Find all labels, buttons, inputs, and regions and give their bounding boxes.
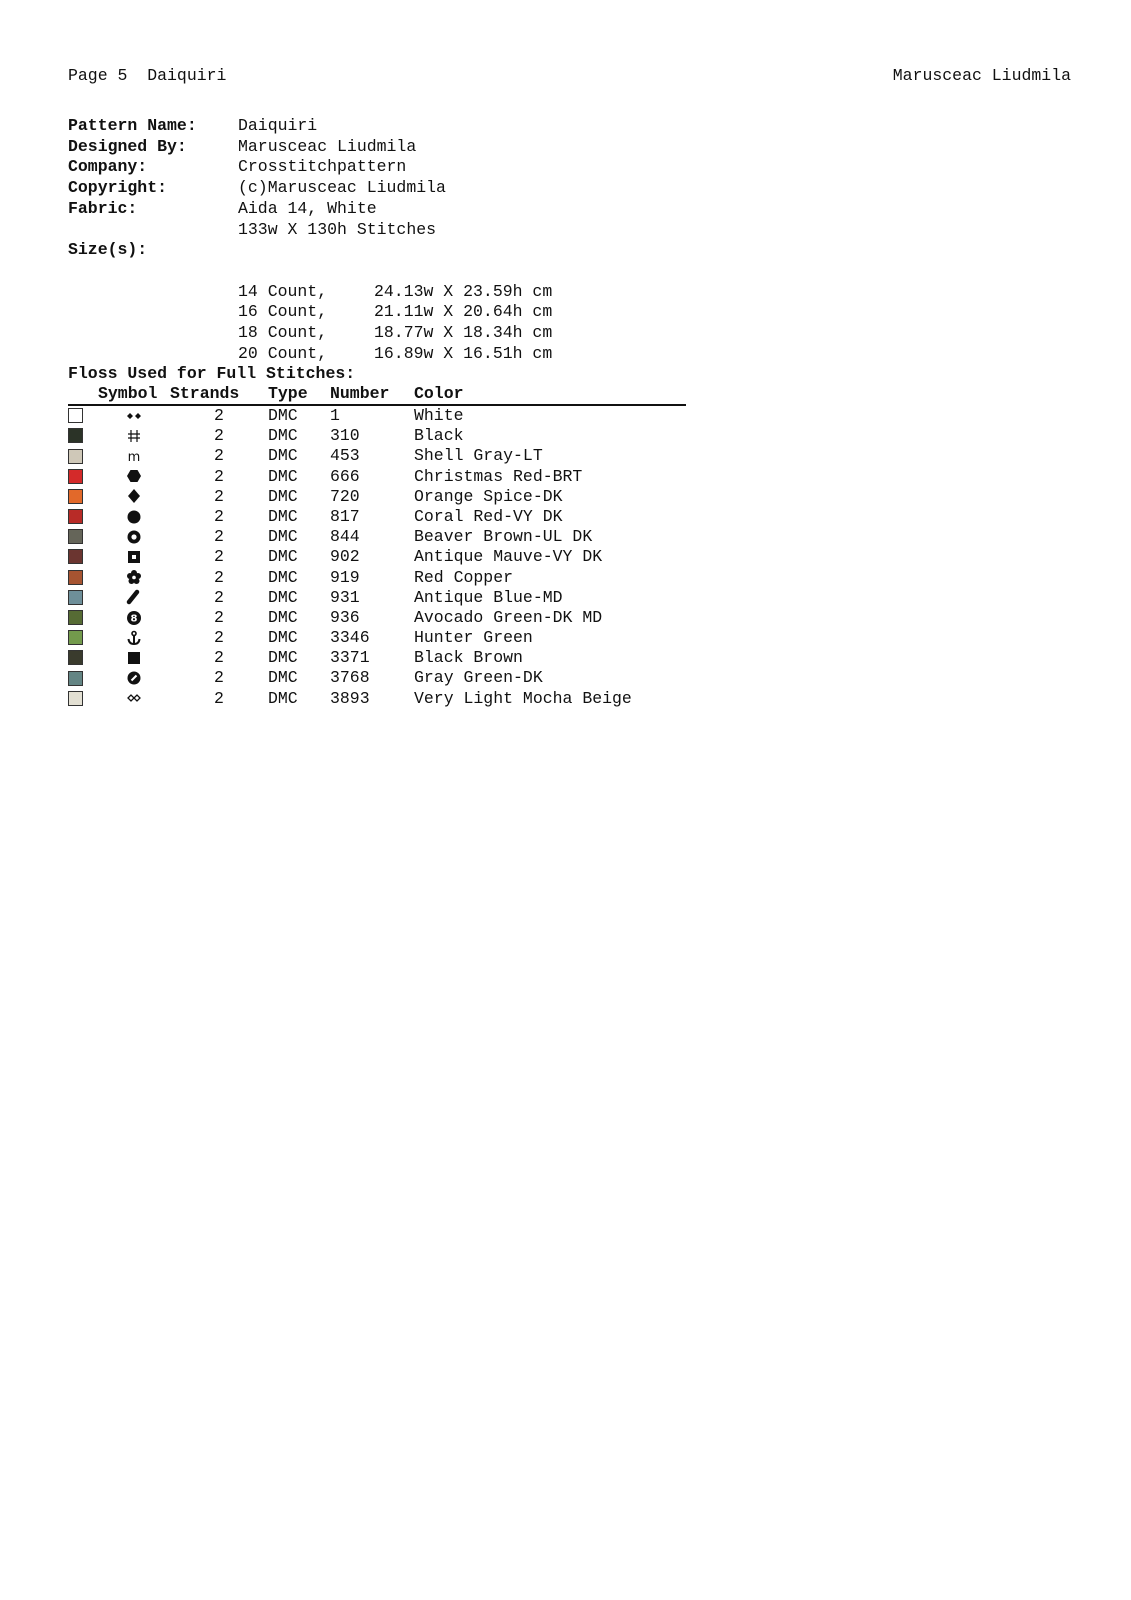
- color-name: Gray Green-DK: [414, 668, 543, 688]
- color-swatch: [68, 408, 83, 423]
- copyright-label: Copyright:: [68, 178, 168, 198]
- filled-circle-icon: [126, 509, 142, 525]
- floss-section-title: Floss Used for Full Stitches:: [68, 364, 356, 383]
- floss-row: [68, 406, 686, 426]
- floss-row: [68, 527, 686, 547]
- type-value: DMC: [268, 607, 298, 627]
- designed-by-label: Designed By:: [68, 136, 187, 156]
- color-swatch: [68, 650, 83, 665]
- strands-value: 2: [214, 567, 224, 587]
- flower-icon: [126, 569, 142, 585]
- floss-row: [68, 487, 686, 507]
- color-swatch: [68, 509, 83, 524]
- color-swatch: [68, 590, 83, 605]
- stitches-row: [68, 220, 552, 241]
- type-value: DMC: [268, 527, 298, 547]
- strands-value: 2: [214, 446, 224, 466]
- strands-value: 2: [214, 406, 224, 425]
- floss-row: [68, 467, 686, 487]
- designed-by-value: Marusceac Liudmila: [238, 136, 417, 156]
- type-value: DMC: [268, 506, 298, 526]
- pill-icon: [126, 589, 142, 605]
- hash-icon: [126, 428, 142, 444]
- infinity-icon: [126, 690, 142, 706]
- floss-row: [68, 426, 686, 446]
- strands-value: 2: [214, 668, 224, 688]
- color-name: Beaver Brown-UL DK: [414, 527, 593, 547]
- size-dims: 16.89w X 16.51h cm: [374, 343, 553, 363]
- color-name: Christmas Red-BRT: [414, 466, 583, 486]
- number-value: 3768: [330, 668, 370, 688]
- number-value: 936: [330, 607, 360, 627]
- sizes-list: [238, 282, 552, 365]
- type-value: DMC: [268, 486, 298, 506]
- number-value: 720: [330, 486, 360, 506]
- slashed-circle-icon: [126, 670, 142, 686]
- floss-row: [68, 628, 686, 648]
- type-value: DMC: [268, 688, 298, 708]
- size-dims: 21.11w X 20.64h cm: [374, 302, 553, 322]
- company-label: Company:: [68, 157, 148, 177]
- fabric-row: [68, 199, 552, 220]
- color-name: Shell Gray-LT: [414, 446, 543, 466]
- color-swatch: [68, 549, 83, 564]
- pattern-info: [68, 116, 552, 406]
- number-value: 1: [330, 406, 340, 425]
- strands-value: 2: [214, 506, 224, 526]
- header-type: Type: [268, 384, 308, 403]
- color-name: Avocado Green-DK MD: [414, 607, 603, 627]
- size-count: 14 Count,: [238, 281, 328, 301]
- color-swatch: [68, 428, 83, 443]
- diamond-icon: [126, 488, 142, 504]
- number-value: 666: [330, 466, 360, 486]
- pattern-name-row: [68, 116, 552, 137]
- double-diamond-icon: [126, 408, 142, 424]
- size-dims: 18.77w X 18.34h cm: [374, 323, 553, 343]
- type-value: DMC: [268, 466, 298, 486]
- type-value: DMC: [268, 587, 298, 607]
- strands-value: 2: [214, 486, 224, 506]
- number-value: 310: [330, 426, 360, 446]
- size-count: 16 Count,: [238, 302, 328, 322]
- strands-value: 2: [214, 648, 224, 668]
- stitches-value: 133w X 130h Stitches: [238, 219, 437, 239]
- type-value: DMC: [268, 446, 298, 466]
- copyright-row: [68, 178, 552, 199]
- color-name: Antique Blue-MD: [414, 587, 563, 607]
- color-swatch: [68, 469, 83, 484]
- floss-row: [68, 547, 686, 567]
- header-number: Number: [330, 384, 390, 403]
- number-value: 453: [330, 446, 360, 466]
- number-value: 3893: [330, 688, 370, 708]
- strands-value: 2: [214, 547, 224, 567]
- type-value: DMC: [268, 628, 298, 648]
- type-value: DMC: [268, 426, 298, 446]
- sizes-label: Size(s):: [68, 240, 148, 260]
- svg-text:m: m: [127, 450, 141, 465]
- ring-icon: [126, 529, 142, 545]
- number-value: 931: [330, 587, 360, 607]
- floss-row: [68, 588, 686, 608]
- color-name: Very Light Mocha Beige: [414, 688, 632, 708]
- type-value: DMC: [268, 648, 298, 668]
- floss-rows: [68, 406, 686, 709]
- page-header-right: Marusceac Liudmila: [892, 66, 1071, 85]
- fabric-value: Aida 14, White: [238, 198, 377, 218]
- svg-text:8: 8: [130, 613, 138, 625]
- strands-value: 2: [214, 688, 224, 708]
- strands-value: 2: [214, 607, 224, 627]
- number-value: 3371: [330, 648, 370, 668]
- strands-value: 2: [214, 587, 224, 607]
- hexagon-icon: [126, 468, 142, 484]
- strands-value: 2: [214, 426, 224, 446]
- square-dot-icon: [126, 549, 142, 565]
- type-value: DMC: [268, 567, 298, 587]
- color-name: White: [414, 406, 464, 425]
- floss-row: [68, 648, 686, 668]
- color-name: Black Brown: [414, 648, 523, 668]
- type-value: DMC: [268, 547, 298, 567]
- page-header-left: Page 5 Daiquiri: [68, 66, 227, 85]
- color-name: Hunter Green: [414, 628, 533, 648]
- color-name: Coral Red-VY DK: [414, 506, 563, 526]
- type-value: DMC: [268, 406, 298, 425]
- color-swatch: [68, 671, 83, 686]
- strands-value: 2: [214, 527, 224, 547]
- floss-row: [68, 668, 686, 688]
- floss-row: [68, 507, 686, 527]
- anchor-icon: [126, 630, 142, 646]
- header-color: Color: [414, 384, 464, 403]
- color-name: Orange Spice-DK: [414, 486, 563, 506]
- circle-eight-icon: [126, 610, 142, 626]
- size-dims: 24.13w X 23.59h cm: [374, 281, 553, 301]
- color-swatch: [68, 630, 83, 645]
- fabric-label: Fabric:: [68, 198, 138, 218]
- number-value: 3346: [330, 628, 370, 648]
- floss-row: [68, 689, 686, 709]
- floss-row: [68, 608, 686, 628]
- floss-row: [68, 446, 686, 466]
- designed-by-row: [68, 137, 552, 158]
- size-count: 18 Count,: [238, 323, 328, 343]
- type-value: DMC: [268, 668, 298, 688]
- strands-value: 2: [214, 466, 224, 486]
- header-strands: Strands: [170, 384, 240, 403]
- floss-row: [68, 568, 686, 588]
- size-count: 20 Count,: [238, 343, 328, 363]
- company-value: Crosstitchpattern: [238, 157, 407, 177]
- floss-table-header: [68, 384, 686, 406]
- color-swatch: [68, 489, 83, 504]
- filled-square-icon: [126, 650, 142, 666]
- header-symbol: Symbol: [98, 384, 158, 403]
- m-letter-icon: [126, 448, 142, 464]
- number-value: 844: [330, 527, 360, 547]
- color-swatch: [68, 691, 83, 706]
- strands-value: 2: [214, 628, 224, 648]
- floss-table: [68, 384, 686, 709]
- color-swatch: [68, 570, 83, 585]
- color-name: Black: [414, 426, 464, 446]
- number-value: 919: [330, 567, 360, 587]
- color-swatch: [68, 449, 83, 464]
- color-name: Antique Mauve-VY DK: [414, 547, 603, 567]
- color-swatch: [68, 610, 83, 625]
- color-name: Red Copper: [414, 567, 514, 587]
- copyright-value: (c)Marusceac Liudmila: [238, 178, 446, 198]
- number-value: 817: [330, 506, 360, 526]
- company-row: [68, 157, 552, 178]
- pattern-name-label: Pattern Name:: [68, 116, 197, 135]
- color-swatch: [68, 529, 83, 544]
- pattern-name-value: Daiquiri: [238, 116, 318, 135]
- number-value: 902: [330, 547, 360, 567]
